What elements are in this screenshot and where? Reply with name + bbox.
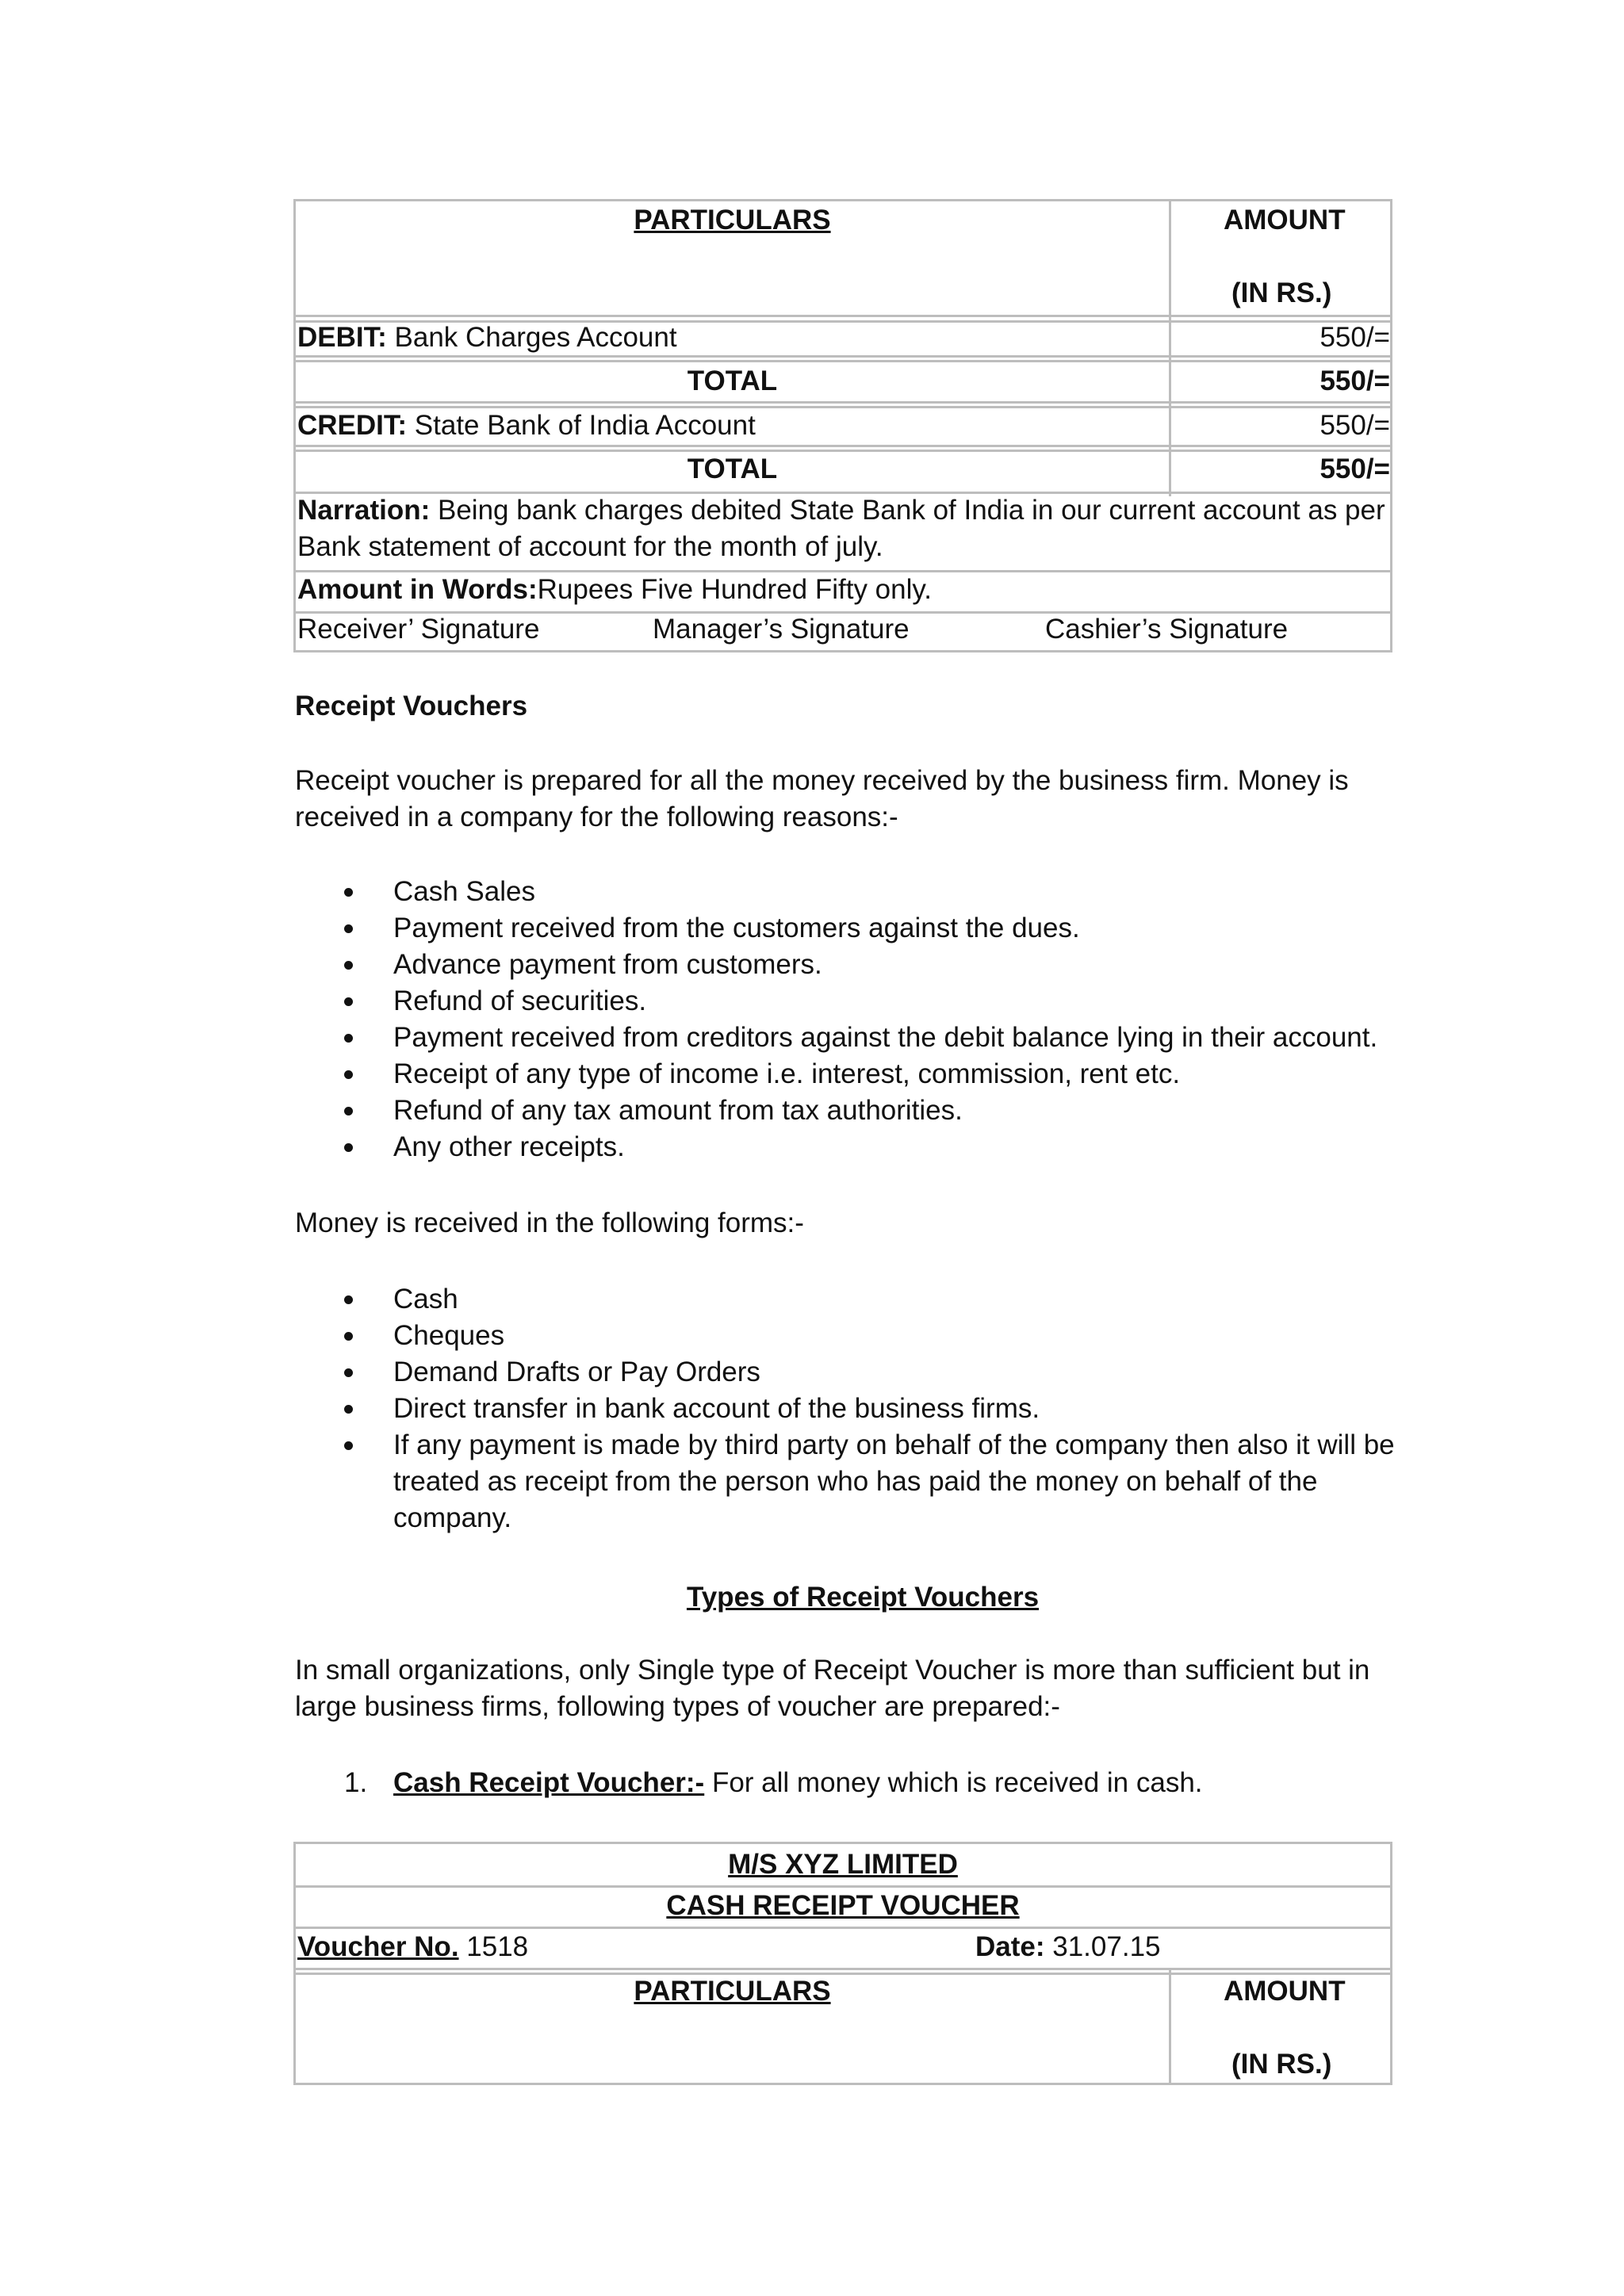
receiver-signature: Receiver’ Signature — [297, 614, 540, 645]
types-intro-line-2: large business firms, following types of voucher are prepared:- — [295, 1691, 1060, 1722]
voucher-date-value: 31.07.15 — [1044, 1931, 1161, 1962]
receipt-vouchers-heading: Receipt Vouchers — [295, 691, 528, 721]
narration-label: Narration: — [297, 495, 431, 526]
forms-last-line-3: company. — [393, 1502, 512, 1533]
receipt-intro-line-2: received in a company for the following reasons:- — [295, 802, 898, 832]
voucher-number-label: Voucher No. — [297, 1931, 459, 1962]
types-heading: Types of Receipt Vouchers — [686, 1582, 1040, 1613]
narration-line-2: Bank statement of account for the month of july. — [297, 531, 883, 562]
forms-list — [295, 1281, 1421, 1536]
list-item — [295, 1427, 1421, 1536]
list-item: Demand Drafts or Pay Orders — [295, 1354, 1421, 1391]
list-item: Any other receipts. — [295, 1129, 1421, 1165]
amount-in-words-label: Amount in Words: — [297, 574, 538, 605]
voucher-date — [975, 1930, 1161, 1965]
item-number: 1. — [344, 1767, 368, 1798]
debit-amount: 550/= — [1320, 322, 1390, 353]
debit-label: DEBIT: — [297, 322, 387, 353]
cash-receipt-voucher-desc: For all money which is received in cash. — [704, 1767, 1203, 1798]
forms-last-line-2: treated as receipt from the person who has paid the money on behalf of the — [393, 1466, 1318, 1497]
credit-account: State Bank of India Account — [414, 410, 756, 441]
narration-line-1 — [297, 493, 1385, 528]
voucher-title: CASH RECEIPT VOUCHER — [666, 1890, 1020, 1921]
list-item: Payment received from creditors against the debit balance lying in their account. — [295, 1020, 1421, 1056]
voucher-number-value: 1518 — [458, 1931, 529, 1962]
amount-unit-header: (IN RS.) — [1231, 2049, 1332, 2080]
cashier-signature: Cashier’s Signature — [1045, 614, 1289, 645]
credit-label: CREDIT: — [297, 410, 408, 441]
list-item: Payment received from the customers against the dues. — [295, 910, 1421, 947]
forms-last-line-1: If any payment is made by third party on behalf of the company then also it will be — [393, 1429, 1395, 1460]
amount-in-words-value: Rupees Five Hundred Fifty only. — [537, 574, 933, 605]
cash-receipt-voucher-term: Cash Receipt Voucher:- — [393, 1767, 705, 1798]
amount-header: AMOUNT — [1224, 205, 1346, 235]
voucher-number — [297, 1930, 528, 1965]
list-item: Refund of any tax amount from tax authorities. — [295, 1093, 1421, 1129]
list-item: Cash — [295, 1281, 1421, 1318]
debit-total-amount: 550/= — [1320, 365, 1390, 396]
credit-row — [297, 408, 756, 443]
voucher-date-label: Date: — [975, 1931, 1045, 1962]
debit-account: Bank Charges Account — [394, 322, 677, 353]
debit-total-label: TOTAL — [687, 365, 778, 396]
particulars-header: PARTICULARS — [634, 1976, 831, 2007]
manager-signature: Manager’s Signature — [653, 614, 910, 645]
credit-total-label: TOTAL — [687, 453, 778, 484]
types-intro-line-1: In small organizations, only Single type of Receipt Voucher is more than sufficient but in — [295, 1655, 1370, 1686]
receipt-intro-line-1: Receipt voucher is prepared for all the money received by the business firm. Money is — [295, 765, 1349, 796]
amount-unit-header: (IN RS.) — [1231, 277, 1332, 308]
credit-amount: 550/= — [1320, 410, 1390, 441]
list-item: Receipt of any type of income i.e. interest, commission, rent etc. — [295, 1056, 1421, 1093]
list-item: Cash Sales — [295, 874, 1421, 910]
types-intro — [295, 1652, 1421, 1725]
amount-in-words — [297, 572, 932, 607]
particulars-header: PARTICULARS — [634, 205, 831, 235]
list-item: Refund of securities. — [295, 983, 1421, 1020]
list-item: Cheques — [295, 1318, 1421, 1354]
amount-header: AMOUNT — [1224, 1976, 1346, 2007]
narration-text-1: Being bank charges debited State Bank of India in our current account as per — [437, 495, 1385, 526]
reasons-list — [295, 874, 1421, 1165]
credit-total-amount: 550/= — [1320, 453, 1390, 484]
cash-receipt-voucher-table — [293, 1842, 1392, 2085]
journal-voucher-table — [293, 199, 1392, 652]
forms-intro: Money is received in the following forms:- — [295, 1207, 804, 1238]
list-item: Direct transfer in bank account of the business firms. — [295, 1391, 1421, 1427]
receipt-intro — [295, 763, 1405, 836]
debit-row — [297, 320, 677, 355]
company-name: M/S XYZ LIMITED — [728, 1849, 958, 1880]
list-item: Advance payment from customers. — [295, 947, 1421, 983]
